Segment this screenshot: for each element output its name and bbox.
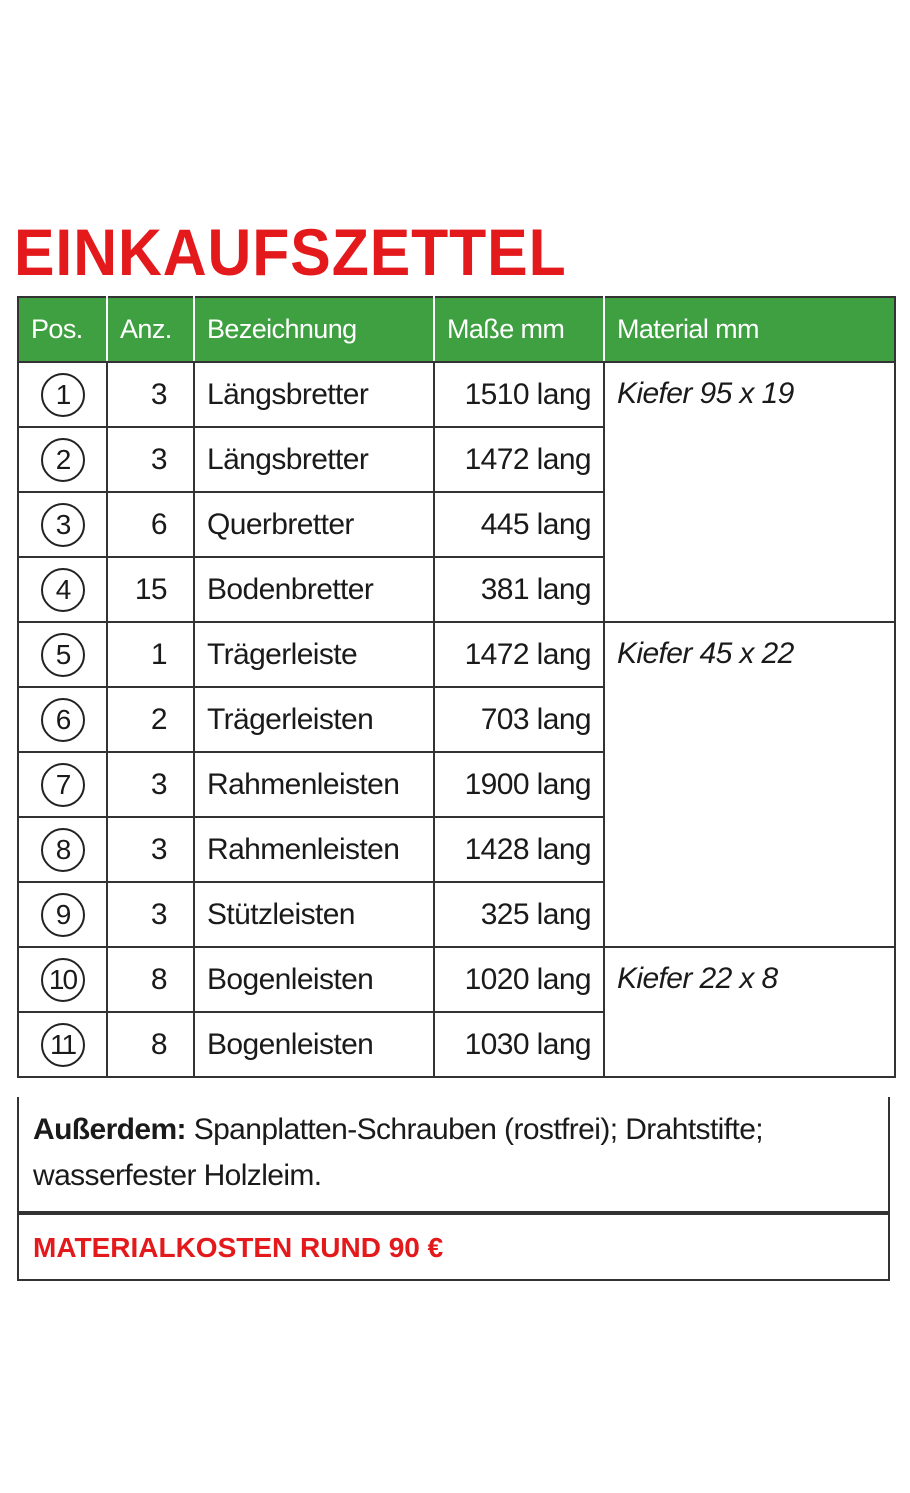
quantity-cell: 8 xyxy=(107,947,194,1012)
quantity-cell: 3 xyxy=(107,362,194,427)
dimension-cell: 381 lang xyxy=(434,557,604,622)
header-material: Material mm xyxy=(604,297,895,362)
name-cell: Bogenleisten xyxy=(194,947,434,1012)
circled-number: 7 xyxy=(41,763,85,807)
quantity-cell: 1 xyxy=(107,622,194,687)
circled-number: 4 xyxy=(41,568,85,612)
pos-cell xyxy=(18,687,107,752)
extra-label: Außerdem: xyxy=(33,1113,186,1146)
name-cell: Rahmenleisten xyxy=(194,817,434,882)
pos-cell xyxy=(18,622,107,687)
quantity-cell: 3 xyxy=(107,427,194,492)
header-masse: Maße mm xyxy=(434,297,604,362)
circled-number: 9 xyxy=(41,893,85,937)
material-cell: Kiefer 22 x 8 xyxy=(604,947,895,1077)
quantity-cell: 3 xyxy=(107,752,194,817)
header-pos: Pos. xyxy=(18,297,107,362)
name-cell: Bodenbretter xyxy=(194,557,434,622)
pos-cell xyxy=(18,882,107,947)
quantity-cell: 6 xyxy=(107,492,194,557)
material-cell: Kiefer 45 x 22 xyxy=(604,622,895,947)
name-cell: Trägerleiste xyxy=(194,622,434,687)
dimension-cell: 1510 lang xyxy=(434,362,604,427)
circled-number: 1 xyxy=(41,373,85,417)
name-cell: Querbretter xyxy=(194,492,434,557)
dimension-cell: 703 lang xyxy=(434,687,604,752)
table-row xyxy=(18,947,895,1012)
circled-number: 3 xyxy=(41,503,85,547)
circled-number: 8 xyxy=(41,828,85,872)
circled-number: 11 xyxy=(41,1023,85,1067)
quantity-cell: 3 xyxy=(107,817,194,882)
pos-cell xyxy=(18,427,107,492)
dimension-cell: 1472 lang xyxy=(434,427,604,492)
table-row xyxy=(18,362,895,427)
pos-cell xyxy=(18,557,107,622)
name-cell: Stützleisten xyxy=(194,882,434,947)
pos-cell xyxy=(18,947,107,1012)
circled-number: 10 xyxy=(41,958,85,1002)
name-cell: Rahmenleisten xyxy=(194,752,434,817)
page-title: EINKAUFSZETTEL xyxy=(14,215,567,289)
name-cell: Längsbretter xyxy=(194,427,434,492)
name-cell: Längsbretter xyxy=(194,362,434,427)
shopping-list-table xyxy=(17,296,896,1078)
dimension-cell: 325 lang xyxy=(434,882,604,947)
name-cell: Bogenleisten xyxy=(194,1012,434,1077)
quantity-cell: 3 xyxy=(107,882,194,947)
dimension-cell: 1428 lang xyxy=(434,817,604,882)
header-bezeichnung: Bezeichnung xyxy=(194,297,434,362)
table-row xyxy=(18,622,895,687)
pos-cell xyxy=(18,362,107,427)
dimension-cell: 1900 lang xyxy=(434,752,604,817)
pos-cell xyxy=(18,752,107,817)
dimension-cell: 445 lang xyxy=(434,492,604,557)
quantity-cell: 2 xyxy=(107,687,194,752)
material-cost: MATERIALKOSTEN RUND 90 € xyxy=(17,1213,890,1281)
quantity-cell: 15 xyxy=(107,557,194,622)
dimension-cell: 1030 lang xyxy=(434,1012,604,1077)
extra-text: Spanplatten-Schrauben (rostfrei); Drahtstifte; wasserfester Holzleim. xyxy=(33,1113,764,1192)
circled-number: 6 xyxy=(41,698,85,742)
dimension-cell: 1472 lang xyxy=(434,622,604,687)
header-anz: Anz. xyxy=(107,297,194,362)
quantity-cell: 8 xyxy=(107,1012,194,1077)
dimension-cell: 1020 lang xyxy=(434,947,604,1012)
circled-number: 5 xyxy=(41,633,85,677)
circled-number: 2 xyxy=(41,438,85,482)
pos-cell xyxy=(18,817,107,882)
pos-cell xyxy=(18,1012,107,1077)
additional-items xyxy=(17,1097,890,1213)
material-cell: Kiefer 95 x 19 xyxy=(604,362,895,622)
pos-cell xyxy=(18,492,107,557)
name-cell: Trägerleisten xyxy=(194,687,434,752)
table-header xyxy=(18,297,895,362)
